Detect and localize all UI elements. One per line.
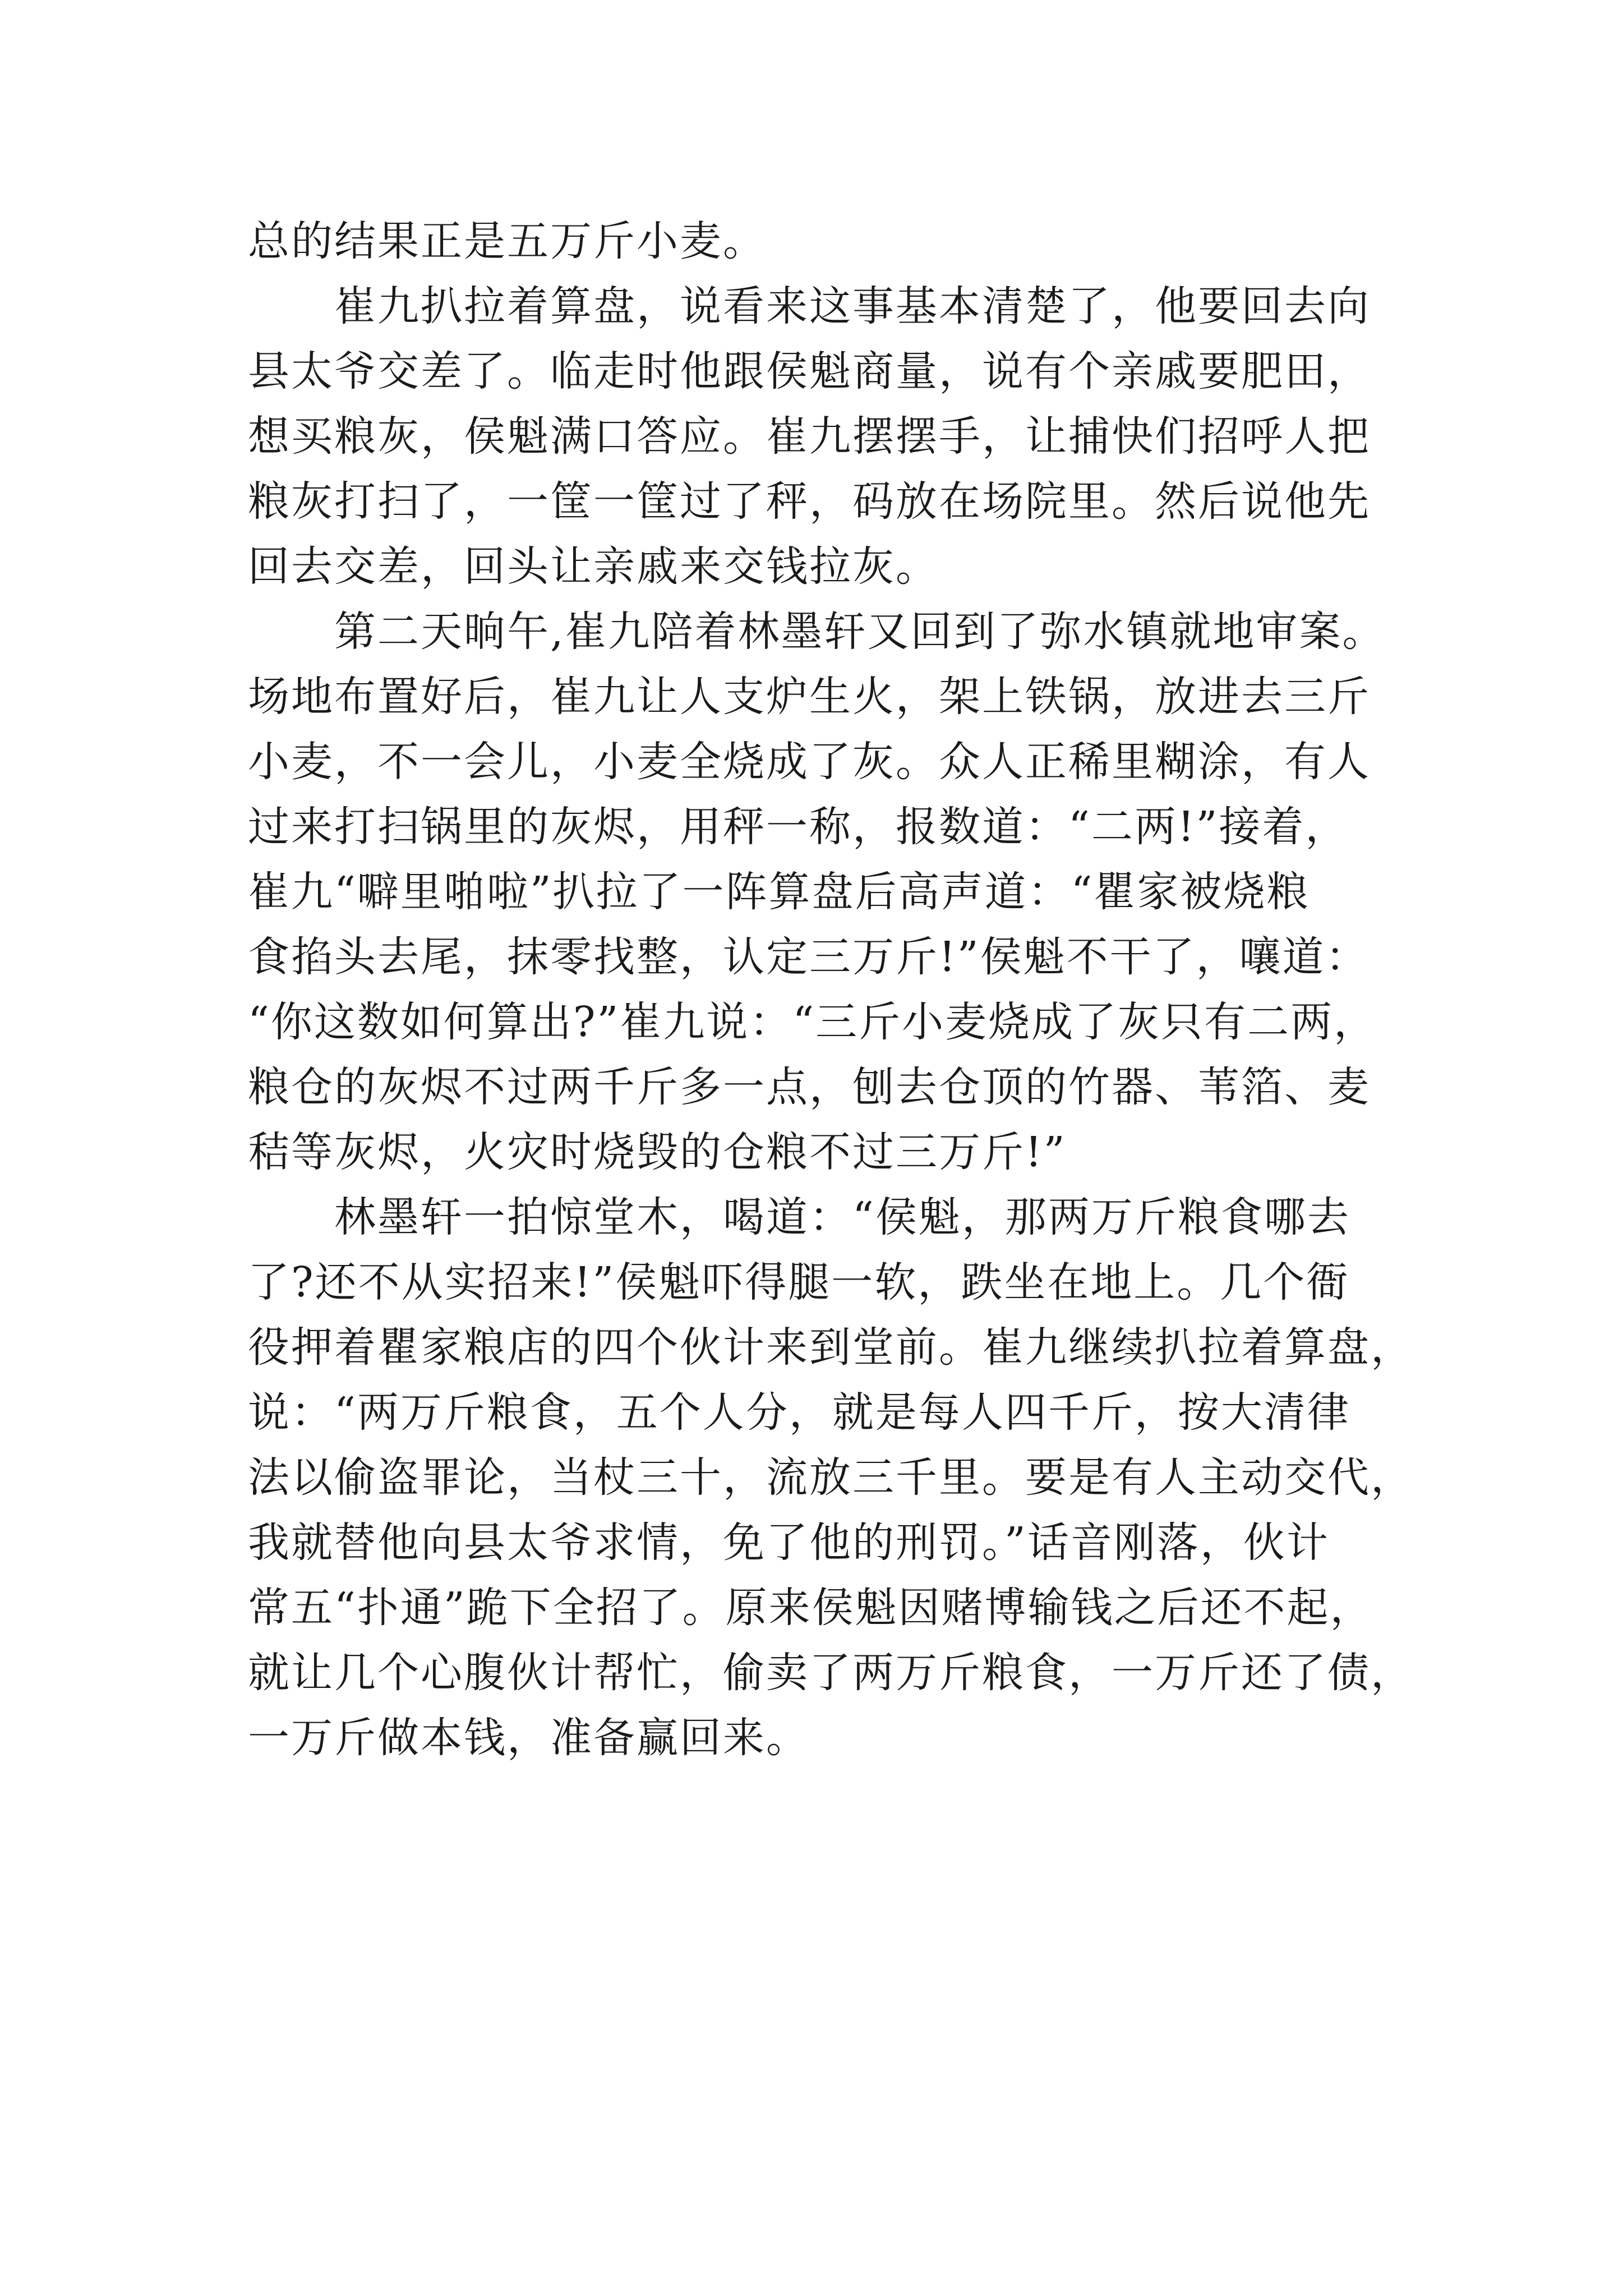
text-line: 法以偷盗罪论，当杖三十，流放三千里。要是有人主动交代， [248,1453,1414,1502]
text-line: 林墨轩一拍惊堂木，喝道：“侯魁，那两万斤粮食哪去 [248,1193,1350,1241]
text-line: 总的结果正是五万斤小麦。 [248,217,766,265]
text-line: 县太爷交差了。临走时他跟侯魁商量，说有个亲戚要肥田， [248,347,1371,395]
text-line: 常五“扑通”跪下全招了。原来侯魁因赌博输钱之后还不起， [248,1584,1373,1632]
text-line: “你这数如何算出?”崔九说：“三斤小麦烧成了灰只有二两， [248,998,1377,1046]
text-line: 崔九“噼里啪啦”扒拉了一阵算盘后高声道：“瞿家被烧粮 [248,868,1310,916]
text-line: 秸等灰烬，火灾时烧毁的仓粮不过三万斤!” [248,1128,1067,1176]
body-text [248,209,1414,1770]
text-line: 第二天晌午,崔九陪着林墨轩又回到了弥水镇就地审案。 [248,608,1386,656]
text-line: 想买粮灰，侯魁满口答应。崔九摆摆手，让捕快们招呼人把 [248,412,1371,461]
text-line: 小麦，不一会儿，小麦全烧成了灰。众人正稀里糊涂，有人 [248,738,1371,786]
text-line: 了?还不从实招来!”侯魁吓得腿一软，跌坐在地上。几个衙 [248,1258,1350,1306]
text-line: 崔九扒拉着算盘，说看来这事基本清楚了，他要回去向 [248,282,1371,330]
text-line: 过来打扫锅里的灰烬，用秤一称，报数道：“二两!”接着， [248,803,1349,851]
text-line: 役押着瞿家粮店的四个伙计来到堂前。崔九继续扒拉着算盘， [248,1323,1414,1372]
text-line: 一万斤做本钱，准备赢回来。 [248,1714,809,1762]
text-line: 食掐头去尾，抹零找整，认定三万斤!”侯魁不干了，嚷道： [248,933,1369,981]
text-line: 说：“两万斤粮食，五个人分，就是每人四千斤，按大清律 [248,1388,1350,1437]
text-line: 粮仓的灰烬不过两千斤多一点，刨去仓顶的竹器、苇箔、麦 [248,1063,1371,1111]
text-line: 回去交差，回头让亲戚来交钱拉灰。 [248,542,939,591]
text-line: 我就替他向县太爷求情，免了他的刑罚。”话音刚落，伙计 [248,1519,1330,1567]
text-line: 就让几个心腹伙计帮忙，偷卖了两万斤粮食，一万斤还了债， [248,1649,1414,1697]
text-line: 粮灰打扫了，一筐一筐过了秤，码放在场院里。然后说他先 [248,477,1371,526]
text-line: 场地布置好后，崔九让人支炉生火，架上铁锅，放进去三斤 [248,673,1371,721]
